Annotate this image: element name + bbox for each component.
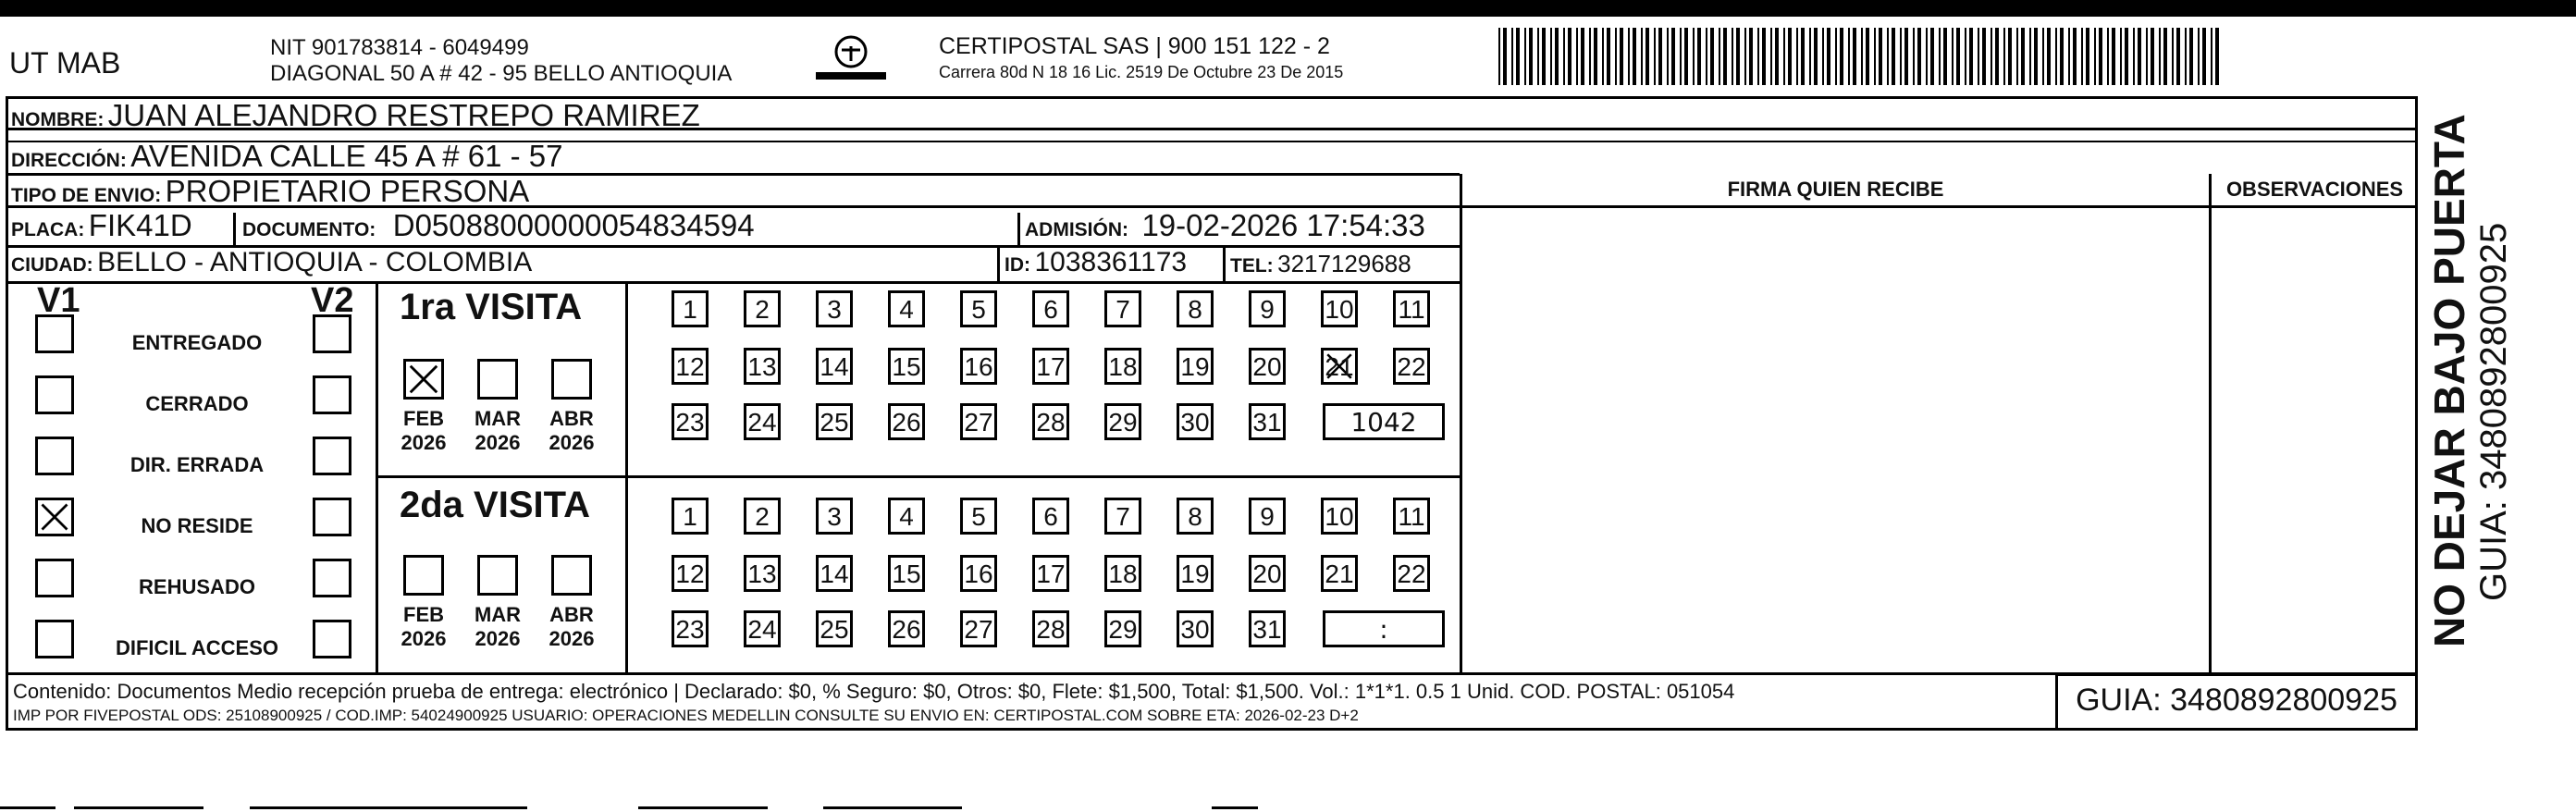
month-name: MAR bbox=[474, 407, 522, 430]
day-number: 16 bbox=[964, 352, 993, 381]
month-checkbox[interactable] bbox=[477, 359, 518, 400]
day-box[interactable] bbox=[1249, 403, 1286, 440]
footer-contenido: Contenido: Documentos Medio recepción prueba de entrega: electrónico | Declarado: $0, % Seguro: $0, Otros: $0, Flete: $1,500, Total: $1,500. Vol.: 1*1*1. 0.5 1 Unid. COD. POSTAL: 051054 bbox=[13, 680, 1735, 703]
day-box[interactable] bbox=[744, 555, 781, 592]
day-box[interactable] bbox=[1249, 555, 1286, 592]
day-number: 9 bbox=[1260, 502, 1275, 531]
day-box[interactable] bbox=[888, 348, 925, 385]
ciudad-label: CIUDAD: bbox=[11, 254, 93, 276]
tel-value: 3217129688 bbox=[1277, 250, 1411, 277]
day-box[interactable] bbox=[960, 498, 997, 535]
day-number: 5 bbox=[971, 295, 986, 324]
day-box[interactable] bbox=[1032, 290, 1069, 327]
day-number: 8 bbox=[1188, 295, 1202, 324]
month-checkbox[interactable] bbox=[551, 359, 592, 400]
month-label bbox=[544, 407, 599, 455]
day-box[interactable] bbox=[1032, 498, 1069, 535]
visit-time[interactable]: : bbox=[1323, 610, 1445, 647]
day-number: 13 bbox=[747, 352, 777, 381]
day-box[interactable] bbox=[1104, 610, 1141, 647]
day-box[interactable] bbox=[1393, 555, 1430, 592]
day-box[interactable] bbox=[744, 403, 781, 440]
side-text bbox=[2425, 114, 2514, 647]
day-number: 18 bbox=[1108, 352, 1138, 381]
status-label: ENTREGADO bbox=[131, 331, 263, 354]
day-box[interactable] bbox=[816, 403, 853, 440]
day-number: 6 bbox=[1043, 502, 1058, 531]
direccion-row bbox=[11, 139, 562, 174]
day-box[interactable] bbox=[960, 555, 997, 592]
observaciones-area[interactable] bbox=[2213, 209, 2416, 671]
barcode bbox=[1498, 28, 2229, 85]
day-box[interactable] bbox=[1032, 610, 1069, 647]
day-number: 1 bbox=[683, 295, 697, 324]
day-number: 12 bbox=[675, 352, 705, 381]
company-info bbox=[939, 33, 1343, 82]
day-box[interactable] bbox=[888, 555, 925, 592]
day-number: 3 bbox=[827, 502, 842, 531]
day-number: 27 bbox=[964, 615, 993, 644]
day-number: 8 bbox=[1188, 502, 1202, 531]
day-box[interactable] bbox=[1249, 498, 1286, 535]
day-number: 30 bbox=[1180, 408, 1210, 437]
day-number: 19 bbox=[1180, 352, 1210, 381]
certipostal-logo bbox=[814, 33, 888, 87]
day-box[interactable] bbox=[960, 290, 997, 327]
month-year: 2026 bbox=[401, 627, 447, 650]
direccion-label: DIRECCIÓN: bbox=[11, 150, 127, 171]
day-number: 22 bbox=[1397, 352, 1426, 381]
v2-checkbox[interactable] bbox=[313, 314, 351, 353]
v2-checkbox[interactable] bbox=[313, 559, 351, 597]
day-box[interactable] bbox=[960, 348, 997, 385]
day-box[interactable] bbox=[1321, 290, 1358, 327]
placa-cell bbox=[11, 208, 192, 243]
day-number: 20 bbox=[1252, 560, 1282, 588]
firma-header: FIRMA QUIEN RECIBE bbox=[1727, 178, 1944, 201]
month-label bbox=[470, 603, 525, 651]
visit-time[interactable]: 1042 bbox=[1323, 403, 1445, 440]
v2-header: V2 bbox=[311, 281, 354, 320]
day-box[interactable] bbox=[1321, 348, 1358, 385]
day-number: 9 bbox=[1260, 295, 1275, 324]
month-label bbox=[396, 407, 451, 455]
day-number: 25 bbox=[820, 408, 849, 437]
day-box[interactable] bbox=[816, 610, 853, 647]
day-box[interactable] bbox=[816, 498, 853, 535]
day-box[interactable] bbox=[744, 348, 781, 385]
month-year: 2026 bbox=[548, 431, 595, 454]
day-number: 19 bbox=[1180, 560, 1210, 588]
month-name: FEB bbox=[403, 407, 444, 430]
side-guia: GUIA: 3480892800925 bbox=[2473, 222, 2514, 601]
day-number: 24 bbox=[747, 615, 777, 644]
tel-label: TEL: bbox=[1230, 255, 1274, 277]
documento-value: D05088000000054834594 bbox=[392, 208, 755, 242]
v1-checkbox[interactable] bbox=[35, 375, 74, 414]
day-box[interactable] bbox=[888, 610, 925, 647]
day-box[interactable] bbox=[1104, 290, 1141, 327]
sender-address: DIAGONAL 50 A # 42 - 95 BELLO ANTIOQUIA bbox=[270, 61, 733, 86]
day-box[interactable] bbox=[1177, 610, 1214, 647]
day-number: 11 bbox=[1398, 502, 1425, 531]
day-number: 23 bbox=[675, 408, 705, 437]
day-number: 18 bbox=[1108, 560, 1138, 588]
v2-checkbox[interactable] bbox=[313, 498, 351, 536]
day-number: 24 bbox=[747, 408, 777, 437]
v1-checkbox[interactable] bbox=[35, 559, 74, 597]
month-checkbox[interactable] bbox=[551, 555, 592, 596]
status-label: REHUSADO bbox=[139, 575, 255, 598]
day-number: 14 bbox=[820, 560, 849, 588]
day-box[interactable] bbox=[1249, 610, 1286, 647]
v1-checkbox[interactable] bbox=[35, 620, 74, 658]
day-number: 10 bbox=[1325, 295, 1354, 324]
observaciones-header: OBSERVACIONES bbox=[2225, 178, 2404, 201]
day-box[interactable] bbox=[1249, 290, 1286, 327]
day-number: 13 bbox=[747, 560, 777, 588]
day-box[interactable] bbox=[1032, 403, 1069, 440]
day-number: 23 bbox=[675, 615, 705, 644]
day-number: 14 bbox=[820, 352, 849, 381]
tipo-label: TIPO DE ENVIO: bbox=[11, 185, 162, 206]
day-number: 4 bbox=[899, 502, 914, 531]
day-number: 30 bbox=[1180, 615, 1210, 644]
day-box[interactable] bbox=[1104, 348, 1141, 385]
day-box[interactable] bbox=[1393, 498, 1430, 535]
day-box[interactable] bbox=[960, 610, 997, 647]
day-number: 26 bbox=[892, 408, 921, 437]
day-number: 22 bbox=[1397, 560, 1426, 588]
day-number: 31 bbox=[1252, 408, 1282, 437]
documento-label: DOCUMENTO: bbox=[242, 219, 376, 240]
sender-name: UT MAB bbox=[9, 46, 121, 80]
placa-label: PLACA: bbox=[11, 219, 85, 240]
visit2-title: 2da VISITA bbox=[400, 485, 590, 525]
day-box[interactable] bbox=[888, 498, 925, 535]
tipo-value: PROPIETARIO PERSONA bbox=[165, 174, 530, 208]
v1-header: V1 bbox=[37, 281, 80, 320]
month-checkbox[interactable] bbox=[403, 359, 444, 400]
ciudad-value: BELLO - ANTIOQUIA - COLOMBIA bbox=[97, 247, 533, 277]
tipo-row bbox=[11, 174, 529, 209]
day-box[interactable] bbox=[1321, 555, 1358, 592]
day-box[interactable] bbox=[1104, 498, 1141, 535]
firma-area[interactable] bbox=[1464, 209, 2207, 671]
v2-checkbox[interactable] bbox=[313, 437, 351, 475]
day-number: 15 bbox=[892, 560, 921, 588]
day-box[interactable] bbox=[672, 290, 709, 327]
month-checkbox[interactable] bbox=[403, 555, 444, 596]
day-box[interactable] bbox=[960, 403, 997, 440]
day-box[interactable] bbox=[1393, 290, 1430, 327]
placa-value: FIK41D bbox=[88, 208, 192, 242]
day-box[interactable] bbox=[816, 555, 853, 592]
day-box[interactable] bbox=[1104, 555, 1141, 592]
day-box[interactable] bbox=[744, 498, 781, 535]
v1-checkbox[interactable] bbox=[35, 437, 74, 475]
guia-box-text: GUIA: 3480892800925 bbox=[2076, 683, 2397, 718]
month-year: 2026 bbox=[401, 431, 447, 454]
nombre-value: JUAN ALEJANDRO RESTREPO RAMIREZ bbox=[107, 98, 700, 132]
day-number: 15 bbox=[892, 352, 921, 381]
day-box[interactable] bbox=[672, 555, 709, 592]
day-number: 31 bbox=[1252, 615, 1282, 644]
company-name: CERTIPOSTAL SAS | 900 151 122 - 2 bbox=[939, 33, 1330, 59]
direccion-value: AVENIDA CALLE 45 A # 61 - 57 bbox=[130, 139, 563, 173]
side-warning: NO DEJAR BAJO PUERTA bbox=[2425, 114, 2473, 647]
visit1-title: 1ra VISITA bbox=[400, 287, 583, 327]
day-box[interactable] bbox=[888, 290, 925, 327]
month-year: 2026 bbox=[475, 627, 521, 650]
company-license: Carrera 80d N 18 16 Lic. 2519 De Octubre 23 De 2015 bbox=[939, 63, 1344, 81]
id-value: 1038361173 bbox=[1034, 247, 1188, 277]
day-box[interactable] bbox=[1393, 348, 1430, 385]
status-label: DIFICIL ACCESO bbox=[115, 636, 278, 659]
day-box[interactable] bbox=[744, 610, 781, 647]
v2-checkbox[interactable] bbox=[313, 375, 351, 414]
day-box[interactable] bbox=[1177, 403, 1214, 440]
admision-cell bbox=[1025, 208, 1425, 243]
status-label: CERRADO bbox=[145, 392, 249, 415]
month-year: 2026 bbox=[475, 431, 521, 454]
day-number: 7 bbox=[1115, 502, 1130, 531]
status-label: NO RESIDE bbox=[141, 514, 253, 537]
day-number: 2 bbox=[755, 502, 770, 531]
day-box[interactable] bbox=[1177, 290, 1214, 327]
day-number: 3 bbox=[827, 295, 842, 324]
day-number: 27 bbox=[964, 408, 993, 437]
footer-impresion: IMP POR FIVEPOSTAL ODS: 25108900925 / COD.IMP: 54024900925 USUARIO: OPERACIONES MEDELLIN CONSULTE SU ENVIO EN: CERTIPOSTAL.COM SOBRE ETA: 2026-02-23 D+2 bbox=[13, 707, 1359, 724]
day-number: 17 bbox=[1036, 352, 1066, 381]
day-box[interactable] bbox=[816, 290, 853, 327]
day-box[interactable] bbox=[672, 610, 709, 647]
admision-label: ADMISIÓN: bbox=[1025, 219, 1128, 240]
id-label: ID: bbox=[1005, 254, 1030, 276]
day-number: 10 bbox=[1325, 502, 1354, 531]
month-name: ABR bbox=[549, 603, 594, 626]
day-number: 16 bbox=[964, 560, 993, 588]
month-checkbox[interactable] bbox=[477, 555, 518, 596]
day-box[interactable] bbox=[1177, 555, 1214, 592]
sender-info bbox=[270, 35, 732, 87]
day-box[interactable] bbox=[1249, 348, 1286, 385]
day-number: 1 bbox=[683, 502, 697, 531]
day-box[interactable] bbox=[672, 348, 709, 385]
day-number: 20 bbox=[1252, 352, 1282, 381]
month-label bbox=[396, 603, 451, 651]
day-number: 5 bbox=[971, 502, 986, 531]
day-box[interactable] bbox=[672, 498, 709, 535]
day-number: 2 bbox=[755, 295, 770, 324]
day-number: 26 bbox=[892, 615, 921, 644]
month-label bbox=[544, 603, 599, 651]
day-number: 28 bbox=[1036, 408, 1066, 437]
day-number: 25 bbox=[820, 615, 849, 644]
day-box[interactable] bbox=[1032, 555, 1069, 592]
ciudad-cell bbox=[11, 247, 532, 278]
day-number: 29 bbox=[1108, 615, 1138, 644]
day-box[interactable] bbox=[888, 403, 925, 440]
month-name: FEB bbox=[403, 603, 444, 626]
day-box[interactable] bbox=[1177, 498, 1214, 535]
v1-checkbox[interactable] bbox=[35, 314, 74, 353]
day-number: 4 bbox=[899, 295, 914, 324]
day-number: 11 bbox=[1398, 295, 1425, 324]
documento-cell bbox=[242, 208, 755, 243]
sender-nit: NIT 901783814 - 6049499 bbox=[270, 35, 529, 60]
month-year: 2026 bbox=[548, 627, 595, 650]
day-number: 17 bbox=[1036, 560, 1066, 588]
day-number: 6 bbox=[1043, 295, 1058, 324]
day-number: 29 bbox=[1108, 408, 1138, 437]
day-box[interactable] bbox=[744, 290, 781, 327]
day-number: 7 bbox=[1115, 295, 1130, 324]
month-name: MAR bbox=[474, 603, 522, 626]
status-label: DIR. ERRADA bbox=[129, 453, 265, 476]
day-box[interactable] bbox=[816, 348, 853, 385]
day-box[interactable] bbox=[672, 403, 709, 440]
nombre-row bbox=[11, 98, 700, 133]
nombre-label: NOMBRE: bbox=[11, 109, 105, 130]
day-number: 21 bbox=[1325, 352, 1354, 381]
v2-checkbox[interactable] bbox=[313, 620, 351, 658]
day-box[interactable] bbox=[1321, 498, 1358, 535]
id-cell bbox=[1005, 247, 1187, 278]
top-black-bar bbox=[0, 0, 2576, 17]
month-label bbox=[470, 407, 525, 455]
day-number: 12 bbox=[675, 560, 705, 588]
v1-checkbox[interactable] bbox=[35, 498, 74, 536]
admision-value: 19-02-2026 17:54:33 bbox=[1141, 208, 1425, 242]
day-box[interactable] bbox=[1032, 348, 1069, 385]
tel-cell bbox=[1230, 250, 1411, 278]
day-box[interactable] bbox=[1104, 403, 1141, 440]
day-box[interactable] bbox=[1177, 348, 1214, 385]
day-number: 21 bbox=[1325, 560, 1354, 588]
month-name: ABR bbox=[549, 407, 594, 430]
day-number: 28 bbox=[1036, 615, 1066, 644]
